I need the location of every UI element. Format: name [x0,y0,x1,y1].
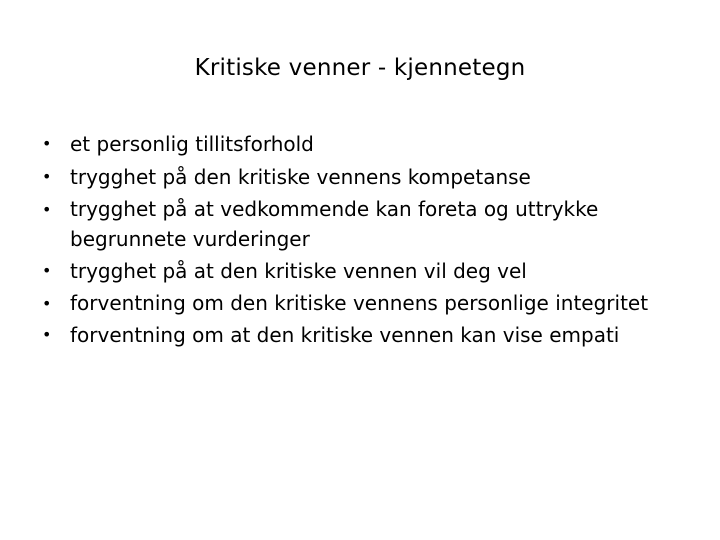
list-item [38,288,698,318]
list-item-text: trygghet på at vedkommende kan foreta og uttrykke begrunnete vurderinger [70,197,599,251]
bullet-list [38,128,698,352]
slide-title: Kritiske venner - kjennetegn [194,55,526,81]
list-item-text: trygghet på den kritiske vennens kompetanse [70,165,531,189]
bullet-icon: • [42,261,52,280]
bullet-icon: • [42,325,52,344]
list-item [38,255,698,287]
list-item-text: forventning om at den kritiske vennen kan vise empati [70,323,620,347]
list-item-text: et personlig tillitsforhold [70,132,314,156]
list-item-text: trygghet på at den kritiske vennen vil deg vel [70,259,527,283]
list-item [38,161,698,193]
list-item [38,319,698,351]
list-item-text: forventning om den kritiske vennens personlige integritet [70,291,649,315]
list-item [38,128,698,160]
bullet-icon: • [42,200,52,219]
bullet-icon: • [42,294,52,313]
list-item [38,194,698,254]
bullet-icon: • [42,134,52,153]
bullet-icon: • [42,167,52,186]
